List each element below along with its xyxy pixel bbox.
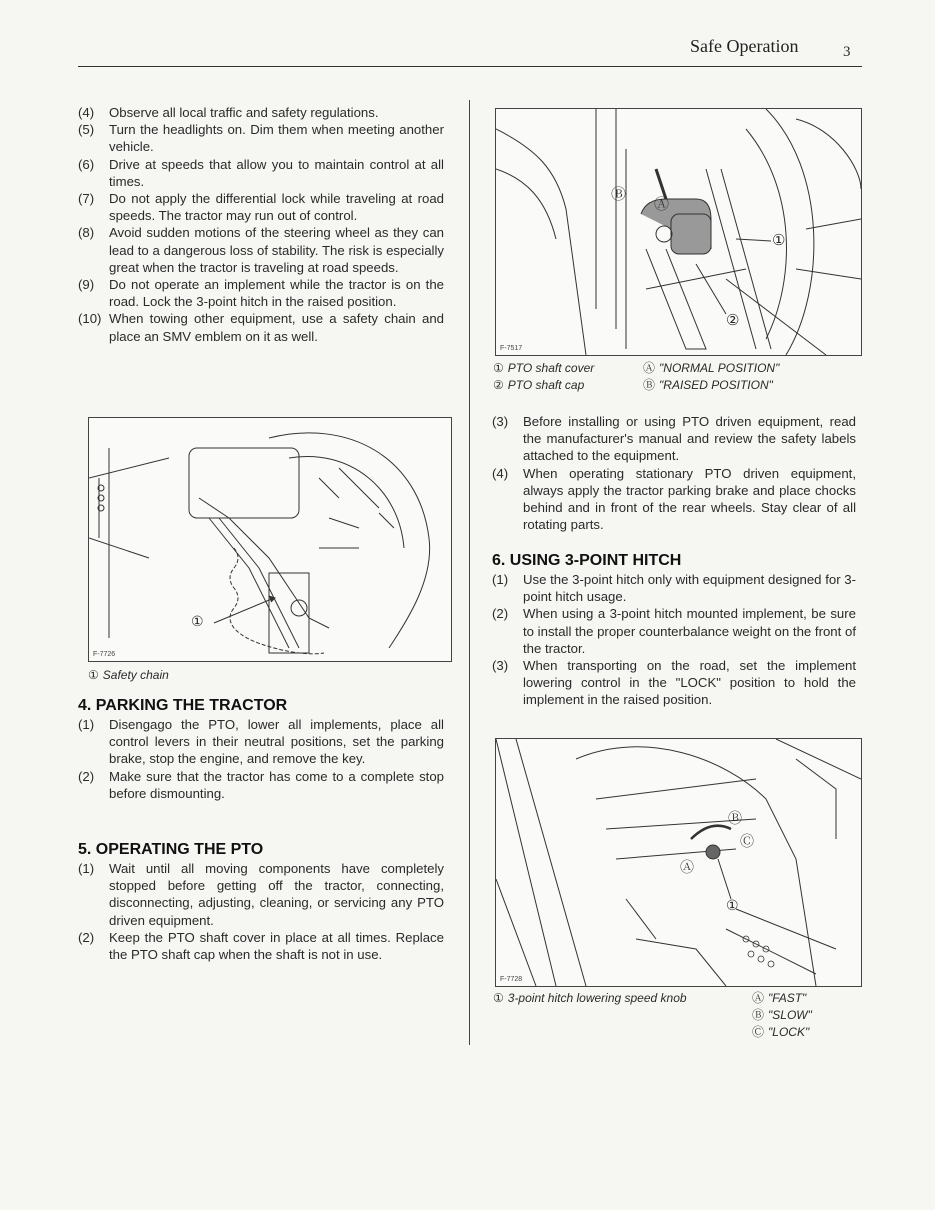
figure-caption (88, 667, 169, 684)
list-item (78, 224, 444, 276)
safety-chain-illustration (88, 417, 452, 662)
list-item (78, 860, 444, 929)
caption-mark: ① (493, 991, 504, 1005)
caption-mark: Ⓑ (643, 378, 656, 392)
road-safety-list (78, 104, 444, 345)
parking-list (78, 716, 444, 802)
item-text: Keep the PTO shaft cover in place at all times. Replace the PTO shaft cap when the shaft is not in use. (109, 929, 444, 963)
hitch-list (492, 571, 856, 709)
item-text: Avoid sudden motions of the steering wheel as they can lead to a dangerous loss of stability. The risk is especially great when the tractor is traveling at road speeds. (109, 225, 444, 275)
callout-b: Ⓑ (728, 810, 742, 826)
item-number: (6) (78, 156, 95, 172)
header-rule (78, 66, 862, 67)
caption-row (643, 360, 779, 377)
caption-text: Safety chain (102, 668, 169, 682)
item-text: Disengago the PTO, lower all implements, place all control levers in their neutral positions, set the parking brake, stop the engine, and remove the key. (109, 717, 444, 767)
item-text: Drive at speeds that allow you to maintain control at all times. (109, 156, 444, 189)
list-item (78, 190, 444, 224)
pto-list (78, 860, 444, 963)
callout-1: ① (772, 232, 786, 249)
caption-row (752, 990, 812, 1007)
section-heading-parking: 4. PARKING THE TRACTOR (78, 697, 288, 714)
page-number: 3 (843, 44, 851, 60)
callout-1: ① (191, 613, 204, 629)
pto-shaft-cover-illustration (495, 108, 862, 356)
list-item (492, 605, 856, 657)
caption-text: "FAST" (768, 991, 807, 1005)
item-number: (10) (78, 311, 102, 327)
item-number: (5) (78, 122, 95, 138)
caption-text: "LOCK" (768, 1025, 810, 1039)
list-item (78, 104, 444, 121)
figure-id: F-7728 (500, 976, 523, 983)
caption-text: 3-point hitch lowering speed knob (507, 991, 687, 1005)
caption-mark: Ⓑ (752, 1008, 765, 1022)
item-number: (8) (78, 225, 95, 241)
caption-mark: ② (493, 378, 504, 392)
item-text: When using a 3-point hitch mounted implement, be sure to install the proper counterbalance weight on the front of the tractor. (523, 606, 856, 656)
running-header-title: Safe Operation (690, 36, 799, 56)
caption-mark: ① (88, 668, 99, 682)
figure-id: F-7726 (93, 651, 116, 658)
item-number: (2) (78, 929, 95, 945)
list-item (78, 768, 444, 802)
caption-text: "RAISED POSITION" (659, 378, 773, 392)
item-text: When towing other equipment, use a safety chain and place an SMV emblem on it as well. (109, 311, 444, 344)
caption-row (752, 1024, 812, 1041)
caption-row (643, 377, 779, 394)
item-text: Wait until all moving components have completely stopped before getting off the tractor, connecting, disconnecting, adjusting, cleaning, or servicing any PTO driven equipment. (109, 861, 444, 928)
item-text: Observe all local traffic and safety regulations. (109, 105, 379, 120)
caption-mark: Ⓐ (643, 361, 656, 375)
item-text: Do not operate an implement while the tractor is on the road. Lock the 3-point hitch in the raised position. (109, 277, 444, 310)
item-text: Make sure that the tractor has come to a complete stop before dismounting. (109, 768, 444, 801)
item-number: (1) (78, 717, 95, 732)
callout-2: ② (726, 312, 740, 329)
item-number: (3) (492, 414, 509, 429)
list-item (78, 716, 444, 768)
callout-b: Ⓑ (611, 186, 627, 203)
figure-caption (493, 360, 594, 394)
item-number: (2) (492, 606, 509, 622)
caption-mark: Ⓒ (752, 1025, 765, 1039)
lowering-speed-knob-illustration (495, 738, 862, 987)
caption-row (493, 377, 594, 394)
caption-text: "NORMAL POSITION" (659, 361, 780, 375)
item-number: (3) (492, 658, 509, 674)
caption-text: "SLOW" (768, 1008, 812, 1022)
list-item (78, 156, 444, 190)
list-item (78, 121, 444, 155)
caption-row (493, 360, 594, 377)
item-number: (1) (492, 572, 509, 587)
figure-caption (643, 360, 779, 394)
figure-caption (493, 990, 687, 1007)
item-number: (2) (78, 768, 95, 784)
callout-1: ① (726, 897, 739, 913)
item-text: When transporting on the road, set the implement lowering control in the "LOCK" position to hold the implement in the raised position. (523, 658, 856, 708)
figure-caption (752, 990, 812, 1041)
caption-mark: ① (493, 361, 504, 375)
item-number: (7) (78, 191, 95, 207)
item-text: Use the 3-point hitch only with equipment designed for 3-point hitch usage. (523, 572, 856, 605)
callout-c: Ⓒ (740, 833, 754, 849)
column-divider (469, 100, 470, 1045)
item-number: (1) (78, 861, 95, 876)
item-number: (4) (492, 465, 509, 481)
list-item (492, 571, 856, 605)
list-item (78, 276, 444, 310)
item-text: Before installing or using PTO driven equipment, read the manufacturer's manual and review the safety labels attached to the equipment. (523, 414, 856, 464)
figure-id: F-7517 (500, 345, 523, 352)
list-item (492, 465, 856, 534)
item-text: Turn the headlights on. Dim them when meeting another vehicle. (109, 122, 444, 155)
item-text: When operating stationary PTO driven equipment, always apply the tractor parking brake and place chocks behind and in front of the rear wheels. Stay clear of all rotating parts. (523, 465, 856, 533)
caption-mark: Ⓐ (752, 991, 765, 1005)
callout-a: Ⓐ (680, 859, 694, 875)
section-heading-hitch: 6. USING 3-POINT HITCH (492, 552, 682, 569)
caption-text: PTO shaft cap (507, 378, 585, 392)
item-text: Do not apply the differential lock while traveling at road speeds. The tractor may run out of control. (109, 191, 444, 224)
item-number: (4) (78, 105, 95, 120)
pto-list-continued (492, 413, 856, 533)
item-number: (9) (78, 277, 95, 293)
callout-a: Ⓐ (654, 196, 670, 213)
caption-text: PTO shaft cover (507, 361, 595, 375)
list-item (492, 657, 856, 709)
list-item (492, 413, 856, 465)
list-item (78, 310, 444, 344)
caption-row (752, 1007, 812, 1024)
section-heading-pto: 5. OPERATING THE PTO (78, 841, 264, 858)
list-item (78, 929, 444, 963)
